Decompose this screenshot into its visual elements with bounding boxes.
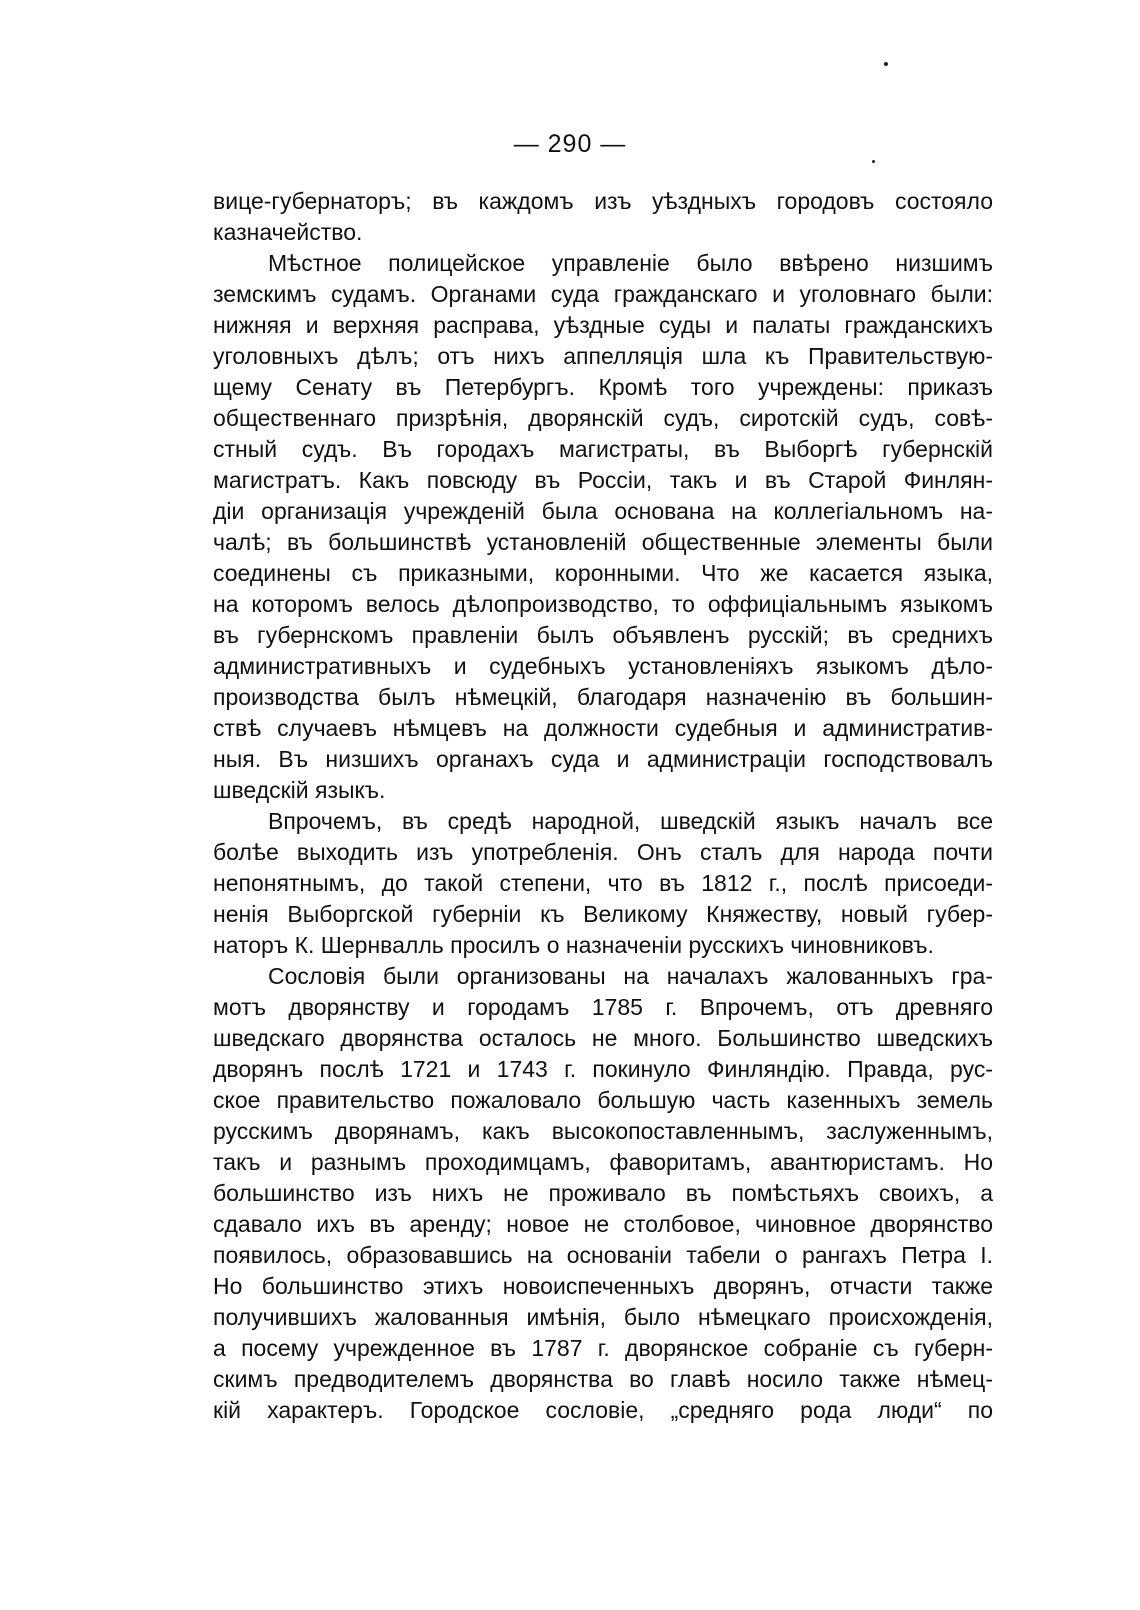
text-line: шведскій языкъ. <box>213 777 386 803</box>
text-line: сдавало ихъ въ аренду; новое не столбовое, чиновное дворянство <box>213 1211 993 1237</box>
text-line: Мѣстное полицейское управленіе было ввѣрено низшимъ <box>268 250 993 276</box>
text-line: уголовныхъ дѣлъ; отъ нихъ аппелляція шла къ Правительствую- <box>213 343 993 369</box>
paragraph <box>213 248 993 806</box>
text-line: появилось, образовавшись на основаніи табели о рангахъ Петра I. <box>213 1242 993 1268</box>
text-line: діи организація учрежденій была основана на коллегіальномъ на- <box>213 498 993 524</box>
text-line: ствѣ случаевъ нѣмцевъ на должности судебныя и административ- <box>213 715 993 741</box>
text-line: мотъ дворянству и городамъ 1785 г. Впрочемъ, отъ древняго <box>213 994 993 1020</box>
scan-speck <box>872 160 875 163</box>
scan-speck <box>884 62 888 66</box>
text-line: ское правительство пожаловало большую часть казенныхъ земель <box>213 1087 993 1113</box>
text-line: земскимъ судамъ. Органами суда гражданскаго и уголовнаго были: <box>213 281 993 307</box>
text-line: наторъ К. Шернвалль просилъ о назначеніи русскихъ чиновниковъ. <box>213 932 934 958</box>
text-line: ныя. Въ низшихъ органахъ суда и администраціи господствовалъ <box>213 746 993 772</box>
text-line: чалѣ; въ большинствѣ установленій общественные элементы были <box>213 529 993 555</box>
text-line: большинство изъ нихъ не проживало въ помѣстьяхъ своихъ, а <box>213 1180 993 1206</box>
text-line: общественнаго призрѣнія, дворянскій судъ, сиротскій судъ, совѣ- <box>213 405 993 431</box>
text-line: стный судъ. Въ городахъ магистраты, въ Выборгѣ губернскій <box>213 436 993 462</box>
text-line: вице-губернаторъ; въ каждомъ изъ уѣздныхъ городовъ состояло <box>213 188 993 214</box>
text-line: соединены съ приказными, коронными. Что же касается языка, <box>213 560 993 586</box>
text-line: а посему учрежденное въ 1787 г. дворянское собраніе съ губерн- <box>213 1335 993 1361</box>
text-line: русскимъ дворянамъ, какъ высокопоставленнымъ, заслуженнымъ, <box>213 1118 993 1144</box>
text-line: шведскаго дворянства осталось не много. Большинство шведскихъ <box>213 1025 993 1051</box>
paragraph <box>213 961 993 1426</box>
text-line: нижняя и верхняя расправа, уѣздные суды и палаты гражданскихъ <box>213 312 993 338</box>
text-line: скимъ предводителемъ дворянства во главѣ носило также нѣмец- <box>213 1366 993 1392</box>
text-line: производства былъ нѣмецкій, благодаря назначенію въ большин- <box>213 684 993 710</box>
page-number: — 290 — <box>513 130 627 158</box>
text-line: дворянъ послѣ 1721 и 1743 г. покинуло Финляндію. Правда, рус- <box>213 1056 993 1082</box>
text-line: административныхъ и судебныхъ установленіяхъ языкомъ дѣло- <box>213 653 993 679</box>
text-line: магистратъ. Какъ повсюду въ Россіи, такъ и въ Старой Финлян- <box>213 467 993 493</box>
text-line: щему Сенату въ Петербургъ. Кромѣ того учреждены: приказъ <box>213 374 993 400</box>
text-line: болѣе выходить изъ употребленія. Онъ сталъ для народа почти <box>213 839 993 865</box>
text-line: ненія Выборгской губерніи къ Великому Княжеству, новый губер- <box>213 901 993 927</box>
text-line: Но большинство этихъ новоиспеченныхъ дворянъ, отчасти также <box>213 1273 993 1299</box>
text-line: получившихъ жалованныя имѣнія, было нѣмецкаго происхожденія, <box>213 1304 993 1330</box>
text-line: такъ и разнымъ проходимцамъ, фаворитамъ, авантюристамъ. Но <box>213 1149 993 1175</box>
text-line: кій характеръ. Городское сословіе, „средняго рода люди“ по <box>213 1397 993 1423</box>
text-line: казначейство. <box>213 219 363 245</box>
text-line: въ губернскомъ правленіи былъ объявленъ русскій; въ среднихъ <box>213 622 993 648</box>
paragraph <box>213 806 993 961</box>
text-line: Впрочемъ, въ средѣ народной, шведскій языкъ началъ все <box>268 808 993 834</box>
text-line: на которомъ велось дѣлопроизводство, то оффиціальнымъ языкомъ <box>213 591 993 617</box>
body-text <box>213 186 993 1426</box>
text-line: непонятнымъ, до такой степени, что въ 1812 г., послѣ присоеди- <box>213 870 993 896</box>
paragraph <box>213 186 993 248</box>
text-line: Сословія были организованы на началахъ жалованныхъ гра- <box>268 963 993 989</box>
